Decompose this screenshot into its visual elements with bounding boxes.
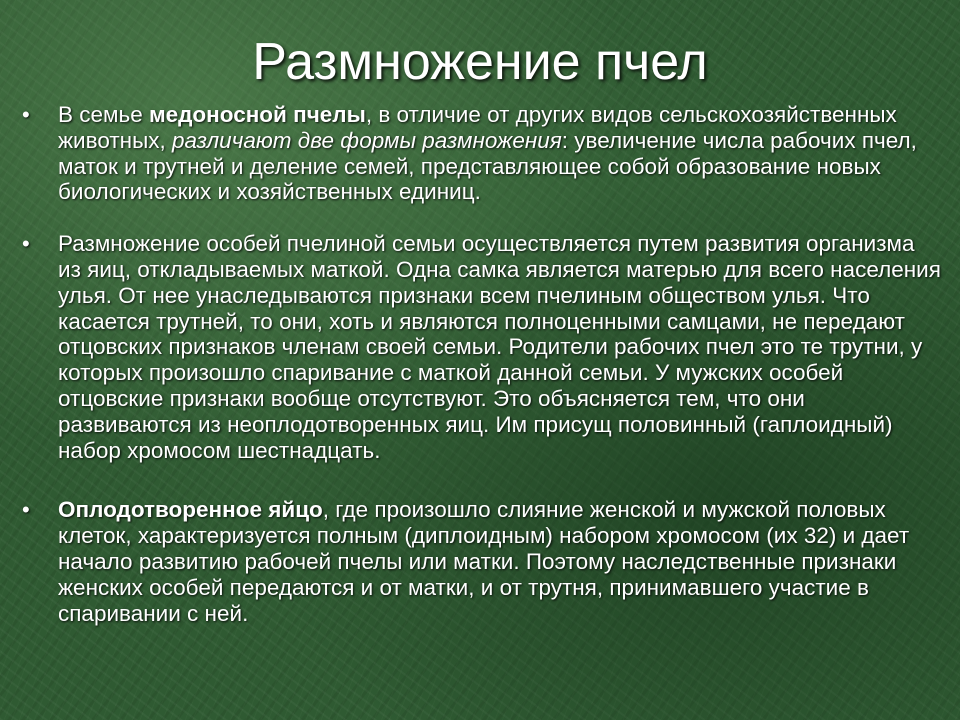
bullet-item-2	[22, 231, 942, 463]
bullet-1-text-end: : увеличение числа рабочих пчел, маток и трутней и деление семей, представляющее собой образование новых биологических и хозяйственных единиц.	[58, 127, 917, 205]
bullet-1-bold-term: медоносной пчелы	[148, 102, 366, 127]
bullet-3-bold-term: Оплодотворенное яйцо	[58, 497, 323, 523]
bullet-marker: •	[22, 231, 30, 257]
bullet-item-3	[22, 497, 942, 626]
bullet-2-text: Размножение особей пчелиной семьи осуществляется путем развития организма из яиц, откладываемых маткой. Одна самка является матерью для всего населения улья. От нее унаследываются признаки всем пчелиным обществом улья. Что касается трутней, то они, хоть и являются полноценными самцами, не передают отцовских признаков членам своей семьи. Родители рабочих пчел это те трутни, у которых произошло спаривание с маткой данной семьи. У мужских особей отцовские признаки вообще отсутствуют. Это объясняется тем, что они развиваются из неоплодотворенных яиц. Им присущ половинный (гаплоидный) набор хромосом шестнадцать.	[58, 231, 941, 463]
slide-title: Размножение пчел	[252, 33, 708, 91]
bullet-1-italic-phrase: различают две формы размножения	[172, 127, 562, 153]
bullet-1-text-middle: , в отличие от других видов сельскохозяйственных животных,	[58, 102, 897, 153]
bullet-marker: •	[22, 102, 30, 127]
bullet-1-text-start: В семье	[58, 102, 149, 127]
slide-body	[22, 102, 942, 626]
bullet-3-text: , где произошло слияние женской и мужской половых клеток, характеризуется полным (диплоидным) набором хромосом (их 32) и дает начало развитию рабочей пчелы или матки. Поэтому наследственные признаки женских особей передаются и от матки, и от трутня, принимавшего участие в спаривании с ней.	[58, 497, 910, 626]
bullet-item-1	[22, 102, 942, 205]
bullet-marker: •	[22, 497, 30, 523]
